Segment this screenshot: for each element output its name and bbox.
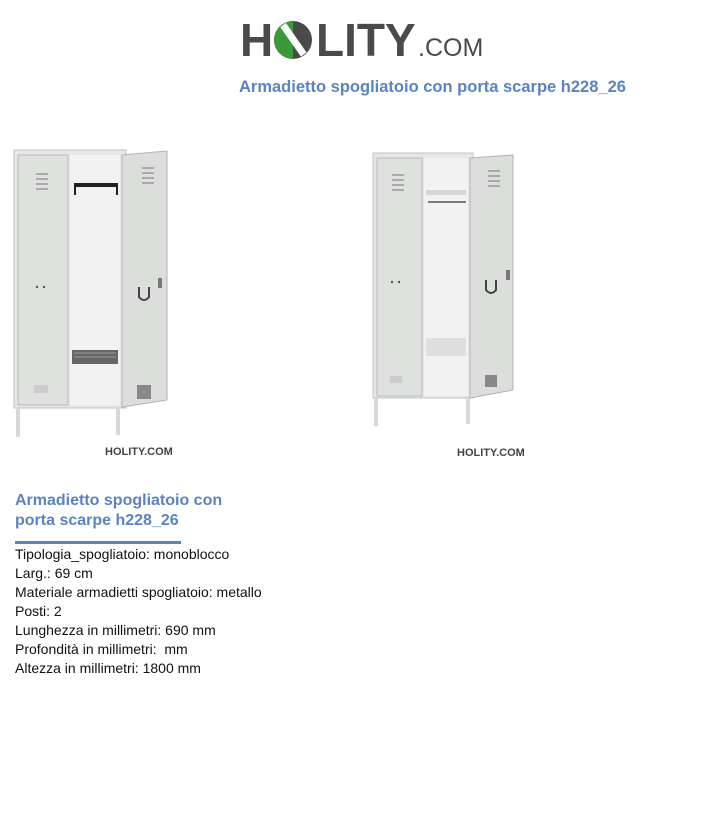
spec-list [15, 545, 262, 678]
spec-item: Posti: 2 [15, 603, 62, 619]
product-title-line: porta scarpe h228_26 [15, 512, 179, 529]
locker-open-shelf-icon [370, 150, 520, 435]
holity-logo-svg [240, 12, 500, 68]
locker-open-shoe-rack-icon [12, 145, 172, 445]
product-title [15, 491, 255, 531]
holity-watermark [457, 447, 525, 459]
title-underline [15, 541, 181, 544]
holity-watermark [105, 446, 173, 458]
spec-item: Larg.: 69 cm [15, 565, 93, 581]
holity-logo[interactable] [240, 12, 500, 68]
svg-text:H: H [240, 14, 274, 66]
spec-item: Altezza in millimetri: 1800 mm [15, 660, 201, 676]
spec-item: Lunghezza in millimetri: 690 mm [15, 622, 216, 638]
svg-text:LITY: LITY [316, 14, 416, 66]
watermark-text: HOLITY.COM [457, 447, 525, 459]
spec-item: Profondità in millimetri: mm [15, 641, 188, 657]
product-title-line: Armadietto spogliatoio con [15, 492, 223, 509]
watermark-text: HOLITY.COM [105, 446, 173, 458]
spec-item: Tipologia_spogliatoio: monoblocco [15, 546, 230, 562]
page-title: Armadietto spogliatoio con porta scarpe h228_26 [239, 78, 626, 96]
svg-text:.COM: .COM [418, 34, 484, 62]
spec-item: Materiale armadietti spogliatoio: metallo [15, 584, 262, 600]
